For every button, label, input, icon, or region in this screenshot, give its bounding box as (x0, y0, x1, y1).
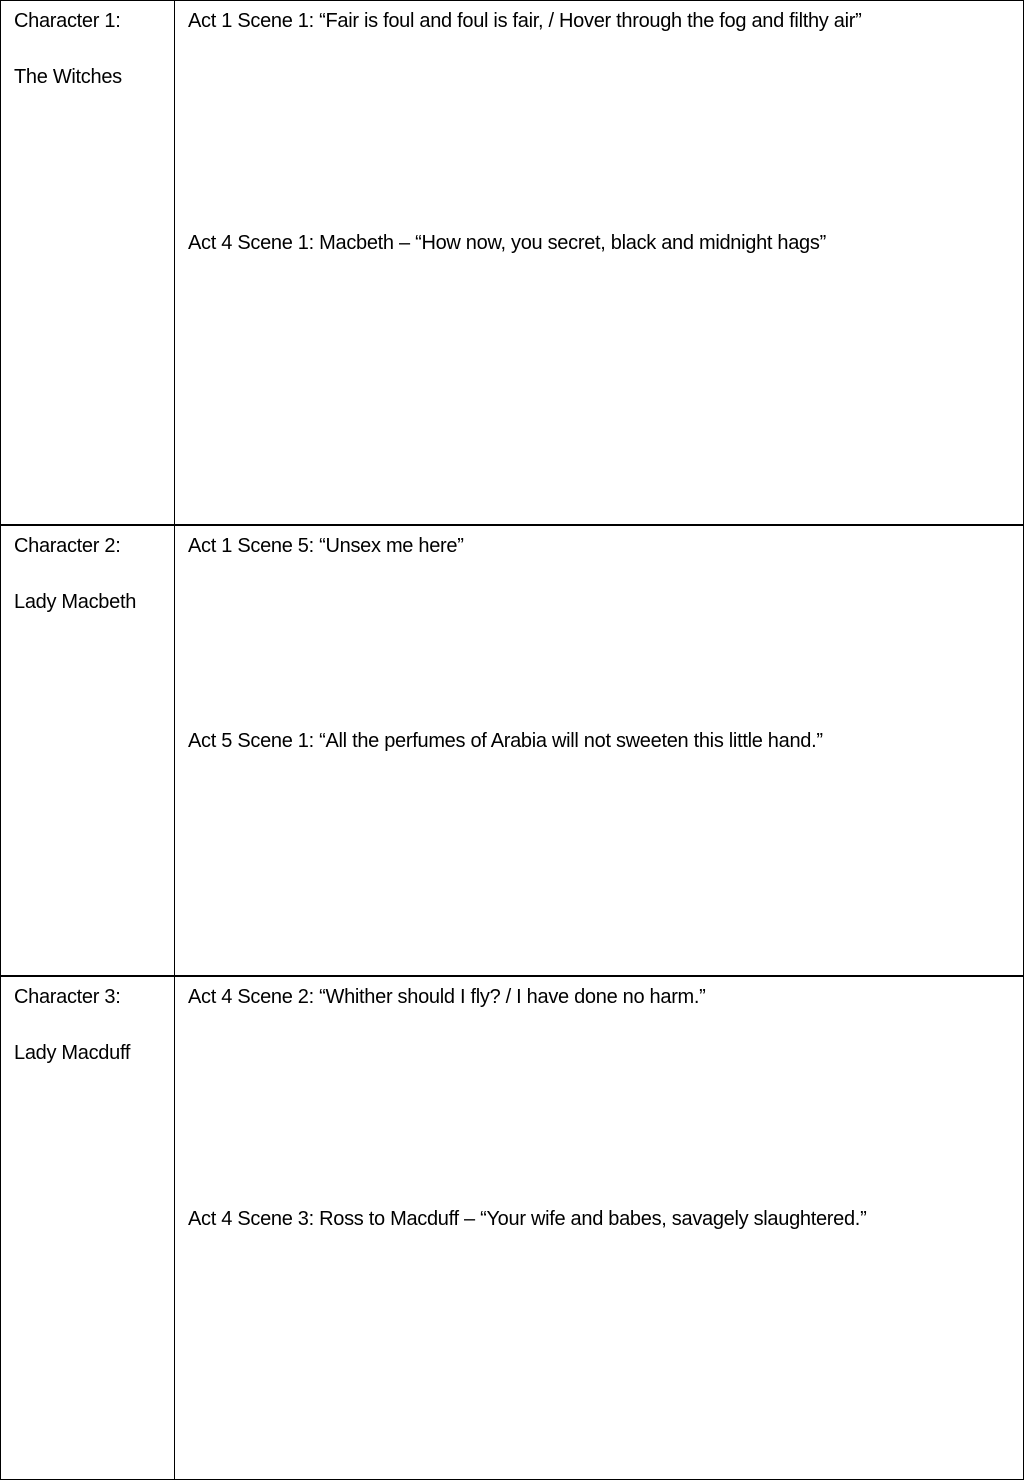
character-label: Character 1: (14, 10, 121, 32)
character-cell (1, 1, 175, 524)
character-label: Character 2: (14, 535, 121, 557)
character-label: Character 3: (14, 986, 121, 1008)
quotes-cell (175, 977, 1023, 1479)
quotes-cell (175, 1, 1023, 524)
quote-text: Act 5 Scene 1: “All the perfumes of Arabia will not sweeten this little hand.” (188, 730, 823, 752)
table-row (1, 975, 1023, 1479)
quotes-cell (175, 526, 1023, 975)
quote-text: Act 4 Scene 1: Macbeth – “How now, you secret, black and midnight hags” (188, 232, 826, 254)
character-name: Lady Macduff (14, 1042, 131, 1064)
quote-text: Act 1 Scene 5: “Unsex me here” (188, 535, 464, 557)
character-cell (1, 526, 175, 975)
quote-text: Act 4 Scene 2: “Whither should I fly? / I have done no harm.” (188, 986, 706, 1008)
table-row (1, 1, 1023, 524)
quote-text: Act 4 Scene 3: Ross to Macduff – “Your wife and babes, savagely slaughtered.” (188, 1208, 867, 1230)
quote-text: Act 1 Scene 1: “Fair is foul and foul is fair, / Hover through the fog and filthy air” (188, 10, 862, 32)
character-name: The Witches (14, 66, 122, 88)
table-row (1, 524, 1023, 975)
character-name: Lady Macbeth (14, 591, 137, 613)
character-cell (1, 977, 175, 1479)
